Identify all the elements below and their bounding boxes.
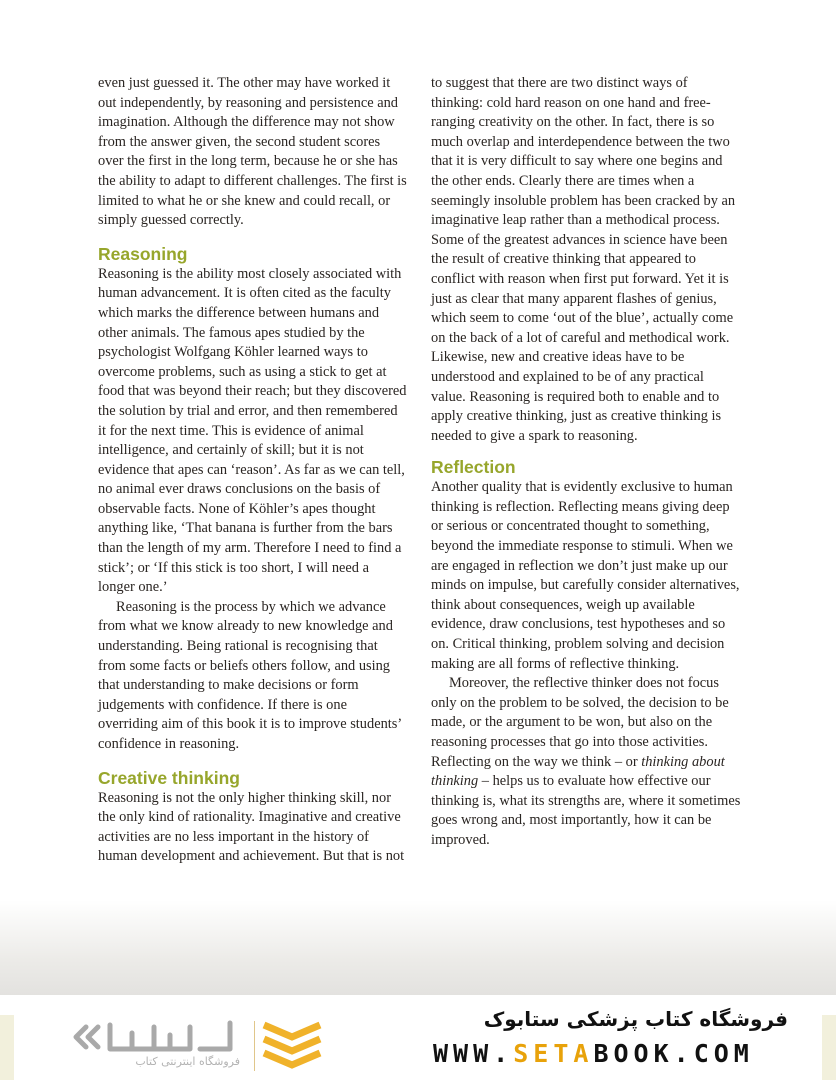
reasoning-paragraph-2: Reasoning is the process by which we advance from what we know already to new knowledge and understanding. Being rational is recognising that from some facts or beliefs others follow, and using that understanding to make decisions or form judgements with confidence. If there is one overriding aim of this book it is to improve students’ confidence in reasoning. (98, 598, 402, 752)
store-footer (0, 995, 836, 1080)
url-highlight: SETA (513, 1039, 594, 1068)
reflection-paragraph-2 (431, 674, 741, 850)
heading-reasoning: Reasoning (98, 243, 188, 264)
logo-divider (254, 1021, 255, 1071)
chevron-mark-icon (258, 1015, 326, 1075)
footer-strip-right (822, 1015, 836, 1080)
reflection-text-before: Moreover, the reflective thinker does not focus only on the problem to be solved, the decision to be made, or the argument to be won, but also on the reasoning processes that go into those activities. Reflecting on the way we think – or (431, 675, 729, 770)
footer-strip-left (0, 1015, 14, 1080)
setabook-logo-icon (70, 1015, 240, 1059)
heading-reflection: Reflection (431, 457, 516, 478)
creative-thinking-paragraph: Reasoning is not the only higher thinking skill, nor the only kind of rationality. Imaginative and creative activities are no less important in the history of human development and achievement. But that is not (98, 789, 405, 865)
intro-paragraph: even just guessed it. The other may have worked it out independently, by reasoning and persistence and imagination. Although the difference may not show from the answer given, the second student scores over the first in the long term, because he or she has the ability to adapt to different challenges. The first is limited to what he or she knew and could recall, or simply guessed correctly. (98, 75, 407, 229)
left-column (98, 74, 408, 867)
heading-creative-thinking: Creative thinking (98, 767, 240, 788)
right-column (431, 74, 741, 851)
reflection-text-after: – helps us to evaluate how effective our thinking is, what its strengths are, where it sometimes goes wrong and, most importantly, how it can be improved. (431, 773, 741, 848)
continued-paragraph: to suggest that there are two distinct ways of thinking: cold hard reason on one hand and free-ranging creativity on the other. In fact, there is so much overlap and interdependence between the two that it is very difficult to say where one begins and the other ends. Clearly there are times when a seemingly insoluble problem has been cracked by an imaginative leap rather than a methodical process. Some of the greatest advances in science have been the result of creative thinking that appeared to conflict with reason when first put forward. Yet it is just as clear that many apparent flashes of genius, which seem to come ‘out of the blue’, actually come on the back of a lot of careful and methodical work. Likewise, new and creative ideas have to be understood and explained to be of any practical value. Reasoning is required both to enable and to apply creative thinking, just as creative thinking is needed to give a spark to reasoning. (431, 75, 736, 444)
store-name: فروشگاه کتاب پزشکی ستابوک (483, 1007, 788, 1031)
url-suffix: BOOK.COM (593, 1039, 754, 1068)
thinking-about-thinking-emphasis: thinking about thinking (431, 753, 725, 790)
store-url[interactable] (433, 1039, 754, 1068)
logo-subtext: فروشگاه اینترنتی کتاب (135, 1055, 240, 1068)
reasoning-paragraph-1: Reasoning is the ability most closely associated with human advancement. It is often cited as the faculty which marks the difference between humans and other animals. The famous apes studied by the psychologist Wolfgang Köhler learned ways to overcome problems, such as using a stick to get at food that was beyond their reach; but they discovered the solution by trial and error, and then remembered it for the next time. This is evidence of animal intelligence, and certainly of skill; but it is not evidence that apes can ‘reason’. As far as we can tell, no animal ever draws conclusions on the basis of observable facts. None of Köhler’s apes thought anything like, ‘That banana is further from the bars than the length of my arm. Therefore I need to find a stick’; or ‘If this stick is too short, I will need a longer one.’ (98, 265, 407, 596)
url-prefix: WWW. (433, 1039, 514, 1068)
reflection-paragraph-1: Another quality that is evidently exclusive to human thinking is reflection. Reflecting means giving deep or serious or concentrated thought to something, beyond the immediate response to stimuli. When we are engaged in reflection we don’t just make up our minds on impulse, but carefully consider alternatives, think about consequences, weigh up available evidence, draw conclusions, test hypotheses and so on. Critical thinking, problem solving and decision making are all forms of reflective thinking. (431, 479, 740, 672)
